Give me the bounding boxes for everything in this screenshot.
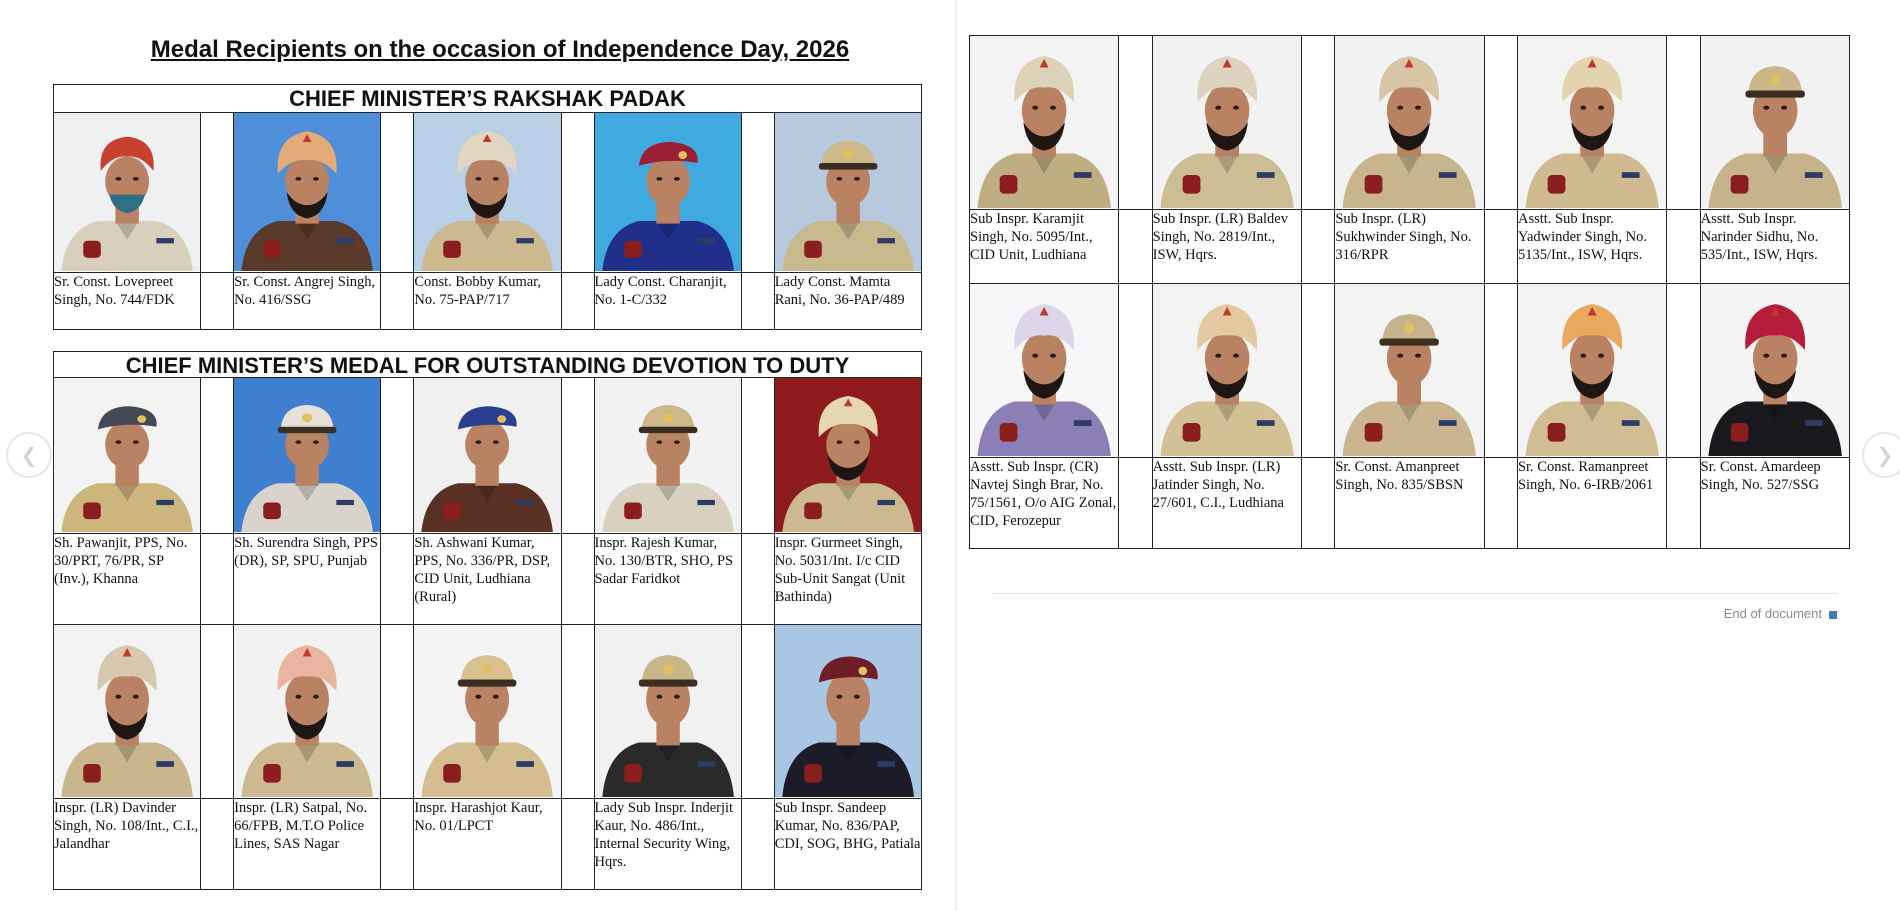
recipient-caption: Sub Inspr. (LR) Sukhwinder Singh, No. 316/RPR [1335,210,1484,284]
recipient-photo-cell [1335,36,1484,210]
column-spacer [201,113,234,273]
recipient-photo-cell [594,113,741,273]
recipient-caption: Sr. Const. Amardeep Singh, No. 527/SSG [1700,458,1849,549]
recipient-portrait [1701,36,1849,208]
column-spacer [741,799,774,890]
column-spacer [561,113,594,273]
recipient-caption: Inspr. Gurmeet Singh, No. 5031/Int. I/c CID Sub-Unit Sangat (Unit Bathinda) [774,534,921,625]
column-spacer [1119,210,1152,284]
recipient-photo-cell [414,625,561,799]
column-spacer [201,799,234,890]
end-marker-icon [1829,611,1837,619]
column-spacer [1301,458,1334,549]
recipient-caption: Inspr. (LR) Satpal, No. 66/FPB, M.T.O Police Lines, SAS Nagar [234,799,381,890]
column-spacer [561,273,594,330]
recipient-portrait [1153,36,1301,208]
recipient-caption: Sr. Const. Angrej Singh, No. 416/SSG [234,273,381,330]
recipient-photo-cell [1517,284,1666,458]
recipient-photo-cell [1335,284,1484,458]
column-spacer [1301,210,1334,284]
recipient-portrait [595,625,741,797]
recipient-caption: Inspr. Harashjot Kaur, No. 01/LPCT [414,799,561,890]
column-spacer [561,534,594,625]
recipient-portrait [1701,284,1849,456]
devotion-medal-table [53,377,922,890]
recipient-portrait [970,36,1118,208]
recipient-caption: Asstt. Sub Inspr. Yadwinder Singh, No. 5135/Int., ISW, Hqrs. [1517,210,1666,284]
column-spacer [741,534,774,625]
recipient-caption: Sh. Surendra Singh, PPS (DR), SP, SPU, Punjab [234,534,381,625]
recipient-portrait [1153,284,1301,456]
recipient-caption: Inspr. (LR) Davinder Singh, No. 108/Int., C.I., Jalandhar [54,799,201,890]
column-spacer [561,625,594,799]
recipient-photo-cell [1152,284,1301,458]
recipient-caption: Sub Inspr. Karamjit Singh, No. 5095/Int., CID Unit, Ludhiana [970,210,1119,284]
column-spacer [1301,36,1334,210]
recipient-caption: Const. Bobby Kumar, No. 75-PAP/717 [414,273,561,330]
column-spacer [1301,284,1334,458]
chevron-left-icon[interactable]: ❮ [6,432,52,478]
recipient-photo-cell [1152,36,1301,210]
column-spacer [1484,36,1517,210]
recipient-portrait [775,113,921,271]
recipient-photo-cell [1700,36,1849,210]
recipient-portrait [1335,36,1483,208]
recipient-caption: Sh. Ashwani Kumar, PPS, No. 336/PR, DSP, CID Unit, Ludhiana (Rural) [414,534,561,625]
recipient-photo-cell [774,625,921,799]
recipient-photo-cell [594,625,741,799]
recipient-photo-cell [234,378,381,534]
recipient-portrait [54,378,200,532]
recipient-caption: Sub Inspr. (LR) Baldev Singh, No. 2819/Int., ISW, Hqrs. [1152,210,1301,284]
devotion-medal-table-continued [969,35,1850,549]
end-rule [993,593,1838,594]
column-spacer [201,273,234,330]
rakshak-padak-heading: CHIEF MINISTER’S RAKSHAK PADAK [53,84,922,112]
column-spacer [741,273,774,330]
recipient-photo-cell [970,284,1119,458]
recipient-portrait [54,625,200,797]
column-spacer [1667,458,1700,549]
recipient-portrait [595,113,741,271]
recipient-portrait [970,284,1118,456]
recipient-photo-cell [1700,284,1849,458]
recipient-photo-cell [54,625,201,799]
column-spacer [381,113,414,273]
recipient-caption: Sr. Const. Ramanpreet Singh, No. 6-IRB/2061 [1517,458,1666,549]
recipient-caption: Asstt. Sub Inspr. (CR) Navtej Singh Brar, No. 75/1561, O/o AIG Zonal, CID, Ferozepur [970,458,1119,549]
recipient-photo-cell [414,113,561,273]
column-spacer [381,534,414,625]
recipient-portrait [234,625,380,797]
document-title: Medal Recipients on the occasion of Independence Day, 2026 [150,36,850,63]
column-spacer [1484,284,1517,458]
column-spacer [1667,284,1700,458]
column-spacer [381,799,414,890]
column-spacer [381,625,414,799]
recipient-caption: Sr. Const. Amanpreet Singh, No. 835/SBSN [1335,458,1484,549]
recipient-caption: Inspr. Rajesh Kumar, No. 130/BTR, SHO, PS Sadar Faridkot [594,534,741,625]
recipient-caption: Asstt. Sub Inspr. (LR) Jatinder Singh, No. 27/601, C.I., Ludhiana [1152,458,1301,549]
column-spacer [381,273,414,330]
column-spacer [1119,458,1152,549]
recipient-portrait [775,625,921,797]
rakshak-padak-table [53,112,922,330]
devotion-medal-heading: CHIEF MINISTER’S MEDAL FOR OUTSTANDING DEVOTION TO DUTY [53,351,922,379]
recipient-photo-cell [774,378,921,534]
recipient-portrait [1518,284,1666,456]
recipient-caption: Sr. Const. Lovepreet Singh, No. 744/FDK [54,273,201,330]
column-spacer [1667,210,1700,284]
recipient-portrait [1335,284,1483,456]
recipient-portrait [775,378,921,532]
recipient-photo-cell [1517,36,1666,210]
recipient-caption: Sub Inspr. Sandeep Kumar, No. 836/PAP, CDI, SOG, BHG, Patiala [774,799,921,890]
recipient-caption: Lady Const. Mamta Rani, No. 36-PAP/489 [774,273,921,330]
column-spacer [201,625,234,799]
recipient-photo-cell [234,625,381,799]
recipient-photo-cell [594,378,741,534]
recipient-caption: Lady Const. Charanjit, No. 1-C/332 [594,273,741,330]
column-spacer [1119,36,1152,210]
recipient-portrait [595,378,741,532]
recipient-photo-cell [774,113,921,273]
recipient-photo-cell [54,113,201,273]
recipient-portrait [54,113,200,271]
recipient-caption: Sh. Pawanjit, PPS, No. 30/PRT, 76/PR, SP (Inv.), Khanna [54,534,201,625]
recipient-portrait [234,378,380,532]
recipient-photo-cell [54,378,201,534]
column-spacer [1484,210,1517,284]
column-spacer [741,625,774,799]
recipient-caption: Asstt. Sub Inspr. Narinder Sidhu, No. 535/Int., ISW, Hqrs. [1700,210,1849,284]
recipient-portrait [414,625,560,797]
column-spacer [741,113,774,273]
column-spacer [561,799,594,890]
recipient-portrait [1518,36,1666,208]
recipient-photo-cell [970,36,1119,210]
column-spacer [1667,36,1700,210]
recipient-portrait [414,113,560,271]
document-page-right [957,0,1900,911]
column-spacer [1119,284,1152,458]
column-spacer [381,378,414,534]
column-spacer [561,378,594,534]
column-spacer [1484,458,1517,549]
recipient-photo-cell [234,113,381,273]
recipient-caption: Lady Sub Inspr. Inderjit Kaur, No. 486/Int., Internal Security Wing, Hqrs. [594,799,741,890]
column-spacer [201,534,234,625]
recipient-photo-cell [414,378,561,534]
chevron-right-icon[interactable]: ❯ [1862,432,1900,478]
end-of-document-label: End of document [1723,606,1822,621]
recipient-portrait [234,113,380,271]
recipient-portrait [414,378,560,532]
column-spacer [741,378,774,534]
column-spacer [201,378,234,534]
